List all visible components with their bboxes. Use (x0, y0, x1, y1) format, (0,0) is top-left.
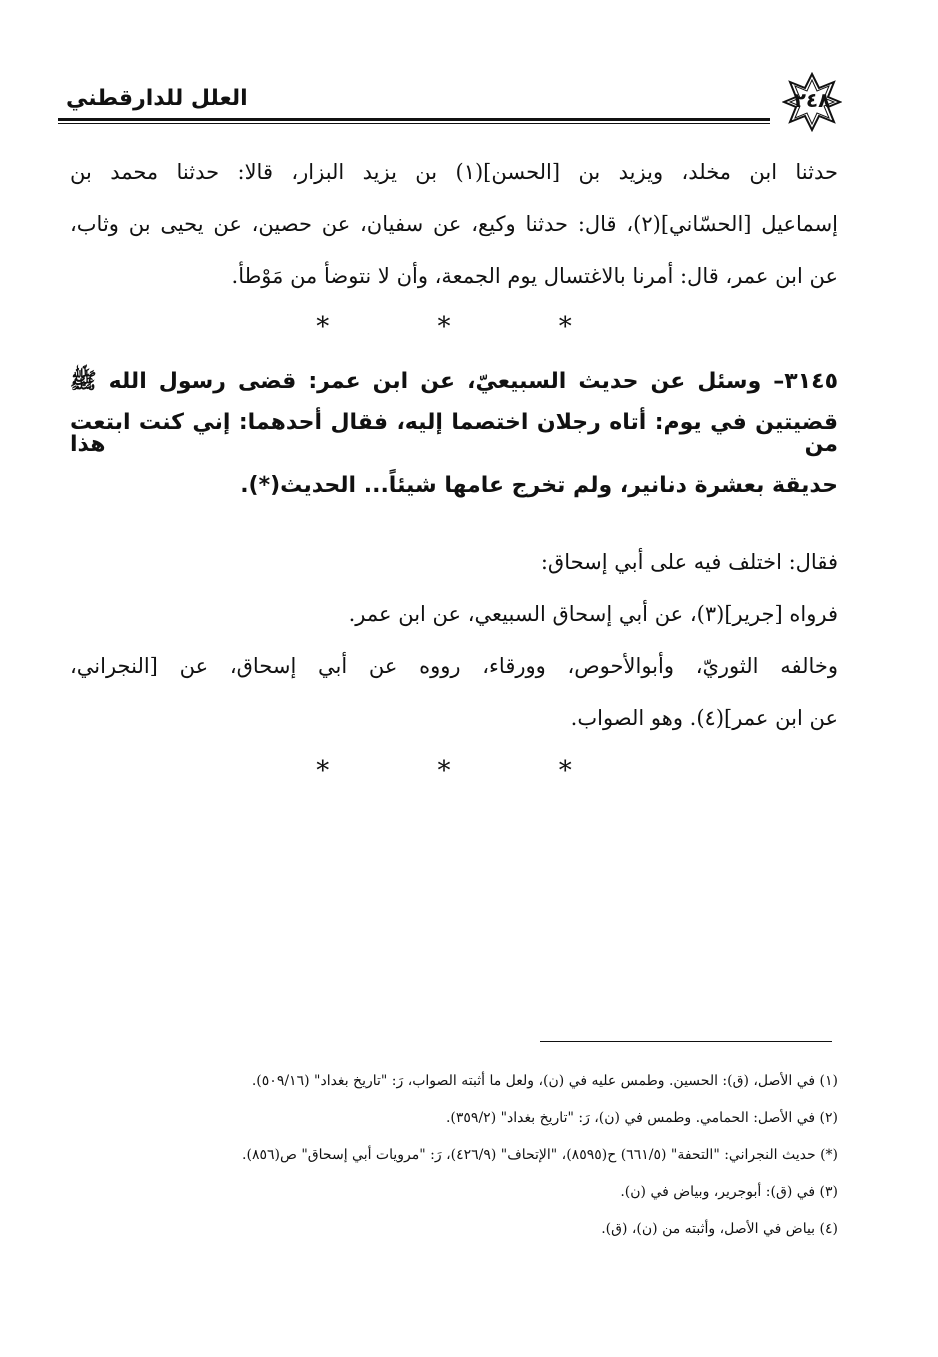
page-number: ٢٤٨ (793, 88, 831, 112)
section-separator: * * * (316, 312, 622, 342)
footnote-1: (١) في الأصل، (ق): الحسين. وطمس عليه في (ن)، ولعل ما أثبته الصواب، رَ: "تاريخ بغداد" (٥٠٩/١٦). (251, 1072, 838, 1089)
text-line: ٣١٤٥– وسئل عن حديث السبيعيّ، عن ابن عمر: قضى رسول الله ﷺ (70, 369, 838, 394)
footnote-4: (٤) بياض في الأصل، وأثبته من (ن)، (ق). (601, 1220, 838, 1237)
section-separator: * * * (316, 756, 622, 786)
footnote-rule (540, 1041, 832, 1042)
footnotes (90, 1062, 838, 1247)
header-rule (58, 118, 770, 121)
hadith-question (70, 356, 838, 512)
text-line: قضيتين في يوم: أتاه رجلان اختصما إليه، فقال أحدهما: إني كنت ابتعت من هذا (70, 410, 838, 457)
text-line: فرواه [جرير](٣)، عن أبي إسحاق السبيعي، عن ابن عمر. (348, 601, 838, 626)
text-line: عن ابن عمر](٤). وهو الصواب. (570, 705, 838, 730)
paragraph-isnad (70, 146, 838, 302)
text-line: فقال: اختلف فيه على أبي إسحاق: (540, 549, 838, 574)
answer-paragraph (70, 536, 838, 744)
text-line: حديقة بعشرة دنانير، ولم تخرج عامها شيئاً... الحديث(*). (240, 473, 838, 498)
header-rule-thin (58, 123, 770, 124)
footnote-3: (٣) في (ق): أبوجرير، وبياض في (ن). (620, 1183, 838, 1200)
book-title: العلل للدارقطني (66, 86, 248, 111)
footnote-star: (*) حديث النجراني: "التحفة" (٦٦١/٥) ح(٨٥٩٥)، "الإتحاف" (٤٢٦/٩)، رَ: "مرويات أبي إسحاق" ص(٨٥٦). (242, 1146, 838, 1163)
page-number-badge (782, 72, 842, 132)
footnote-2: (٢) في الأصل: الحمامي. وطمس في (ن)، رَ: "تاريخ بغداد" (٣٥٩/٢). (445, 1109, 838, 1126)
running-header (58, 72, 842, 132)
text-line: وخالفه الثوريّ، وأبوالأحوص، وورقاء، رووه عن أبي إسحاق، عن [النجراني، (70, 653, 838, 678)
text-line: إسماعيل [الحسّاني](٢)، قال: حدثنا وكيع، عن سفيان، عن حصين، عن يحيى بن وثاب، (70, 211, 838, 236)
text-line: حدثنا ابن مخلد، ويزيد بن [الحسن](١) بن يزيد البزار، قالا: حدثنا محمد بن (70, 159, 838, 184)
text-line: عن ابن عمر، قال: أمرنا بالاغتسال يوم الجمعة، وأن لا نتوضأ من مَوْطأ. (231, 263, 838, 288)
